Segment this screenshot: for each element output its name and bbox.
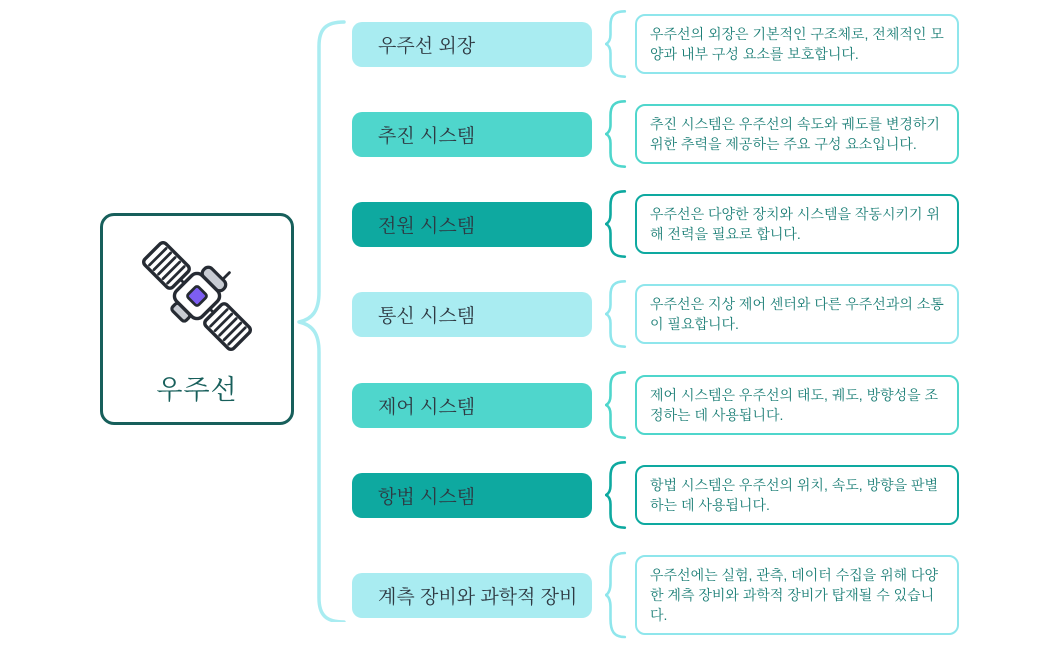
branch-label: 통신 시스템 [378, 305, 476, 327]
branch-label: 제어 시스템 [378, 396, 476, 418]
satellite-icon [133, 232, 261, 360]
branch-row [352, 99, 959, 169]
branch-description[interactable] [635, 375, 959, 435]
branch-row [352, 370, 959, 440]
branch-description-text: 우주선은 지상 제어 센터와 다른 우주선과의 소통이 필요합니다. [650, 295, 944, 332]
root-label: 우주선 [156, 374, 238, 405]
branch-description[interactable] [635, 555, 959, 635]
branch-row [352, 279, 959, 349]
branch-description-text: 추진 시스템은 우주선의 속도와 궤도를 변경하기 위한 추력을 제공하는 주요 구성 요소입니다. [650, 115, 940, 152]
branch-row [352, 460, 959, 530]
branch-label: 추진 시스템 [378, 125, 476, 147]
branch-description-text: 우주선에는 실험, 관측, 데이터 수집을 위해 다양한 계측 장비와 과학적 장비가 탑재될 수 있습니다. [650, 566, 939, 624]
branch-node[interactable] [352, 473, 592, 518]
branch-description[interactable] [635, 465, 959, 525]
branch-brace-icon [605, 460, 627, 530]
branch-description[interactable] [635, 14, 959, 74]
branch-description-text: 제어 시스템은 우주선의 태도, 궤도, 방향성을 조정하는 데 사용됩니다. [650, 386, 939, 423]
branch-node[interactable] [352, 292, 592, 337]
branch-description[interactable] [635, 194, 959, 254]
branch-description-text: 우주선의 외장은 기본적인 구조체로, 전체적인 모양과 내부 구성 요소를 보호합니다. [650, 25, 944, 62]
branch-description-text: 항법 시스템은 우주선의 위치, 속도, 방향을 판별하는 데 사용됩니다. [650, 476, 939, 513]
branch-label: 계측 장비와 과학적 장비 [378, 586, 578, 608]
root-node[interactable] [100, 213, 294, 425]
branch-row [352, 550, 959, 640]
branch-node[interactable] [352, 573, 592, 618]
branch-brace-icon [605, 99, 627, 169]
branch-label: 우주선 외장 [378, 35, 476, 57]
root-brace-icon [296, 20, 348, 622]
branch-brace-icon [605, 550, 627, 640]
branch-row [352, 189, 959, 259]
branch-description[interactable] [635, 104, 959, 164]
branch-label: 전원 시스템 [378, 215, 476, 237]
branch-node[interactable] [352, 202, 592, 247]
branch-brace-icon [605, 370, 627, 440]
branch-description[interactable] [635, 284, 959, 344]
branch-brace-icon [605, 9, 627, 79]
branch-brace-icon [605, 279, 627, 349]
branch-node[interactable] [352, 22, 592, 67]
branch-row [352, 9, 959, 79]
branch-label: 항법 시스템 [378, 486, 476, 508]
branch-brace-icon [605, 189, 627, 259]
branch-node[interactable] [352, 383, 592, 428]
branch-description-text: 우주선은 다양한 장치와 시스템을 작동시키기 위해 전력을 필요로 합니다. [650, 205, 940, 242]
branch-node[interactable] [352, 112, 592, 157]
